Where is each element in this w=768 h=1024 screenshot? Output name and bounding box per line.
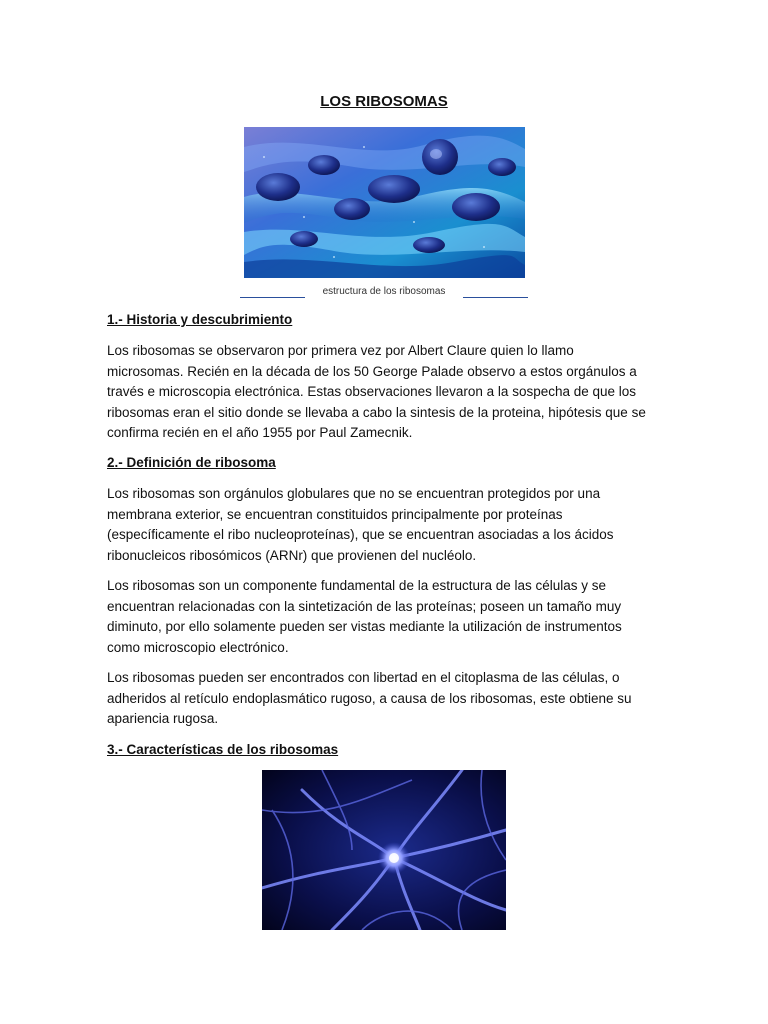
text-line: como microscopio electrónico.: [107, 639, 289, 655]
document-title: LOS RIBOSOMAS: [320, 93, 448, 110]
paragraph: [107, 668, 667, 730]
caption-rule-right: [463, 297, 528, 298]
text-line: Los ribosomas son un componente fundamental de la estructura de las células y se: [107, 578, 607, 593]
ribosome-network-image: [262, 770, 506, 930]
paragraph: [107, 484, 667, 566]
section-heading-definicion: 2.- Definición de ribosoma: [107, 455, 276, 470]
paragraph: [107, 341, 667, 444]
text-line: encuentran relacionadas con la sintetización de las proteínas; poseen un tamaño muy: [107, 598, 622, 614]
figure-caption-block: [240, 284, 528, 300]
section-heading-caracteristicas: 3.- Características de los ribosomas: [107, 742, 339, 757]
text-line: confirma recién en el año 1955 por Paul Zamecnik.: [107, 425, 413, 440]
text-line: adheridos al retículo endoplasmático rugoso, a causa de los ribosomas, este obtiene su: [107, 690, 632, 706]
text-line: microsomas. Recién en la década de los 50 George Palade observo a estos orgánulos a: [107, 363, 637, 379]
figure-caption: estructura de los ribosomas: [322, 286, 446, 297]
paragraph: [107, 576, 667, 658]
text-line: Los ribosomas se observaron por primera vez por Albert Claure quien lo llamo: [107, 343, 574, 358]
text-line: apariencia rugosa.: [107, 711, 219, 726]
text-line: membrana exterior, se encuentran constituidos principalmente por proteínas: [107, 506, 563, 522]
text-line: ribosomas eran el sitio donde se llevaba a cabo la sintesis de la proteina, hipótesis que se: [107, 404, 646, 420]
text-line: Los ribosomas son orgánulos globulares que no se encuentran protegidos por una: [107, 486, 601, 501]
section-heading-historia: 1.- Historia y descubrimiento: [107, 312, 293, 327]
ribosome-structure-image: [244, 127, 525, 278]
text-line: Los ribosomas pueden ser encontrados con libertad en el citoplasma de las células, o: [107, 670, 620, 685]
caption-rule-left: [240, 297, 305, 298]
text-line: (específicamente el ribo nucleoproteínas), que se encuentran asociadas a los ácidos: [107, 527, 614, 542]
text-line: ribonucleicos ribosómicos (ARNr) que provienen del nucléolo.: [107, 547, 477, 563]
text-line: través e microscopia electrónica. Estas observaciones llevaron a la sospecha de que los: [107, 384, 637, 399]
text-line: diminuto, por ello solamente pueden ser vistas mediante la utilización de instrumentos: [107, 619, 622, 634]
